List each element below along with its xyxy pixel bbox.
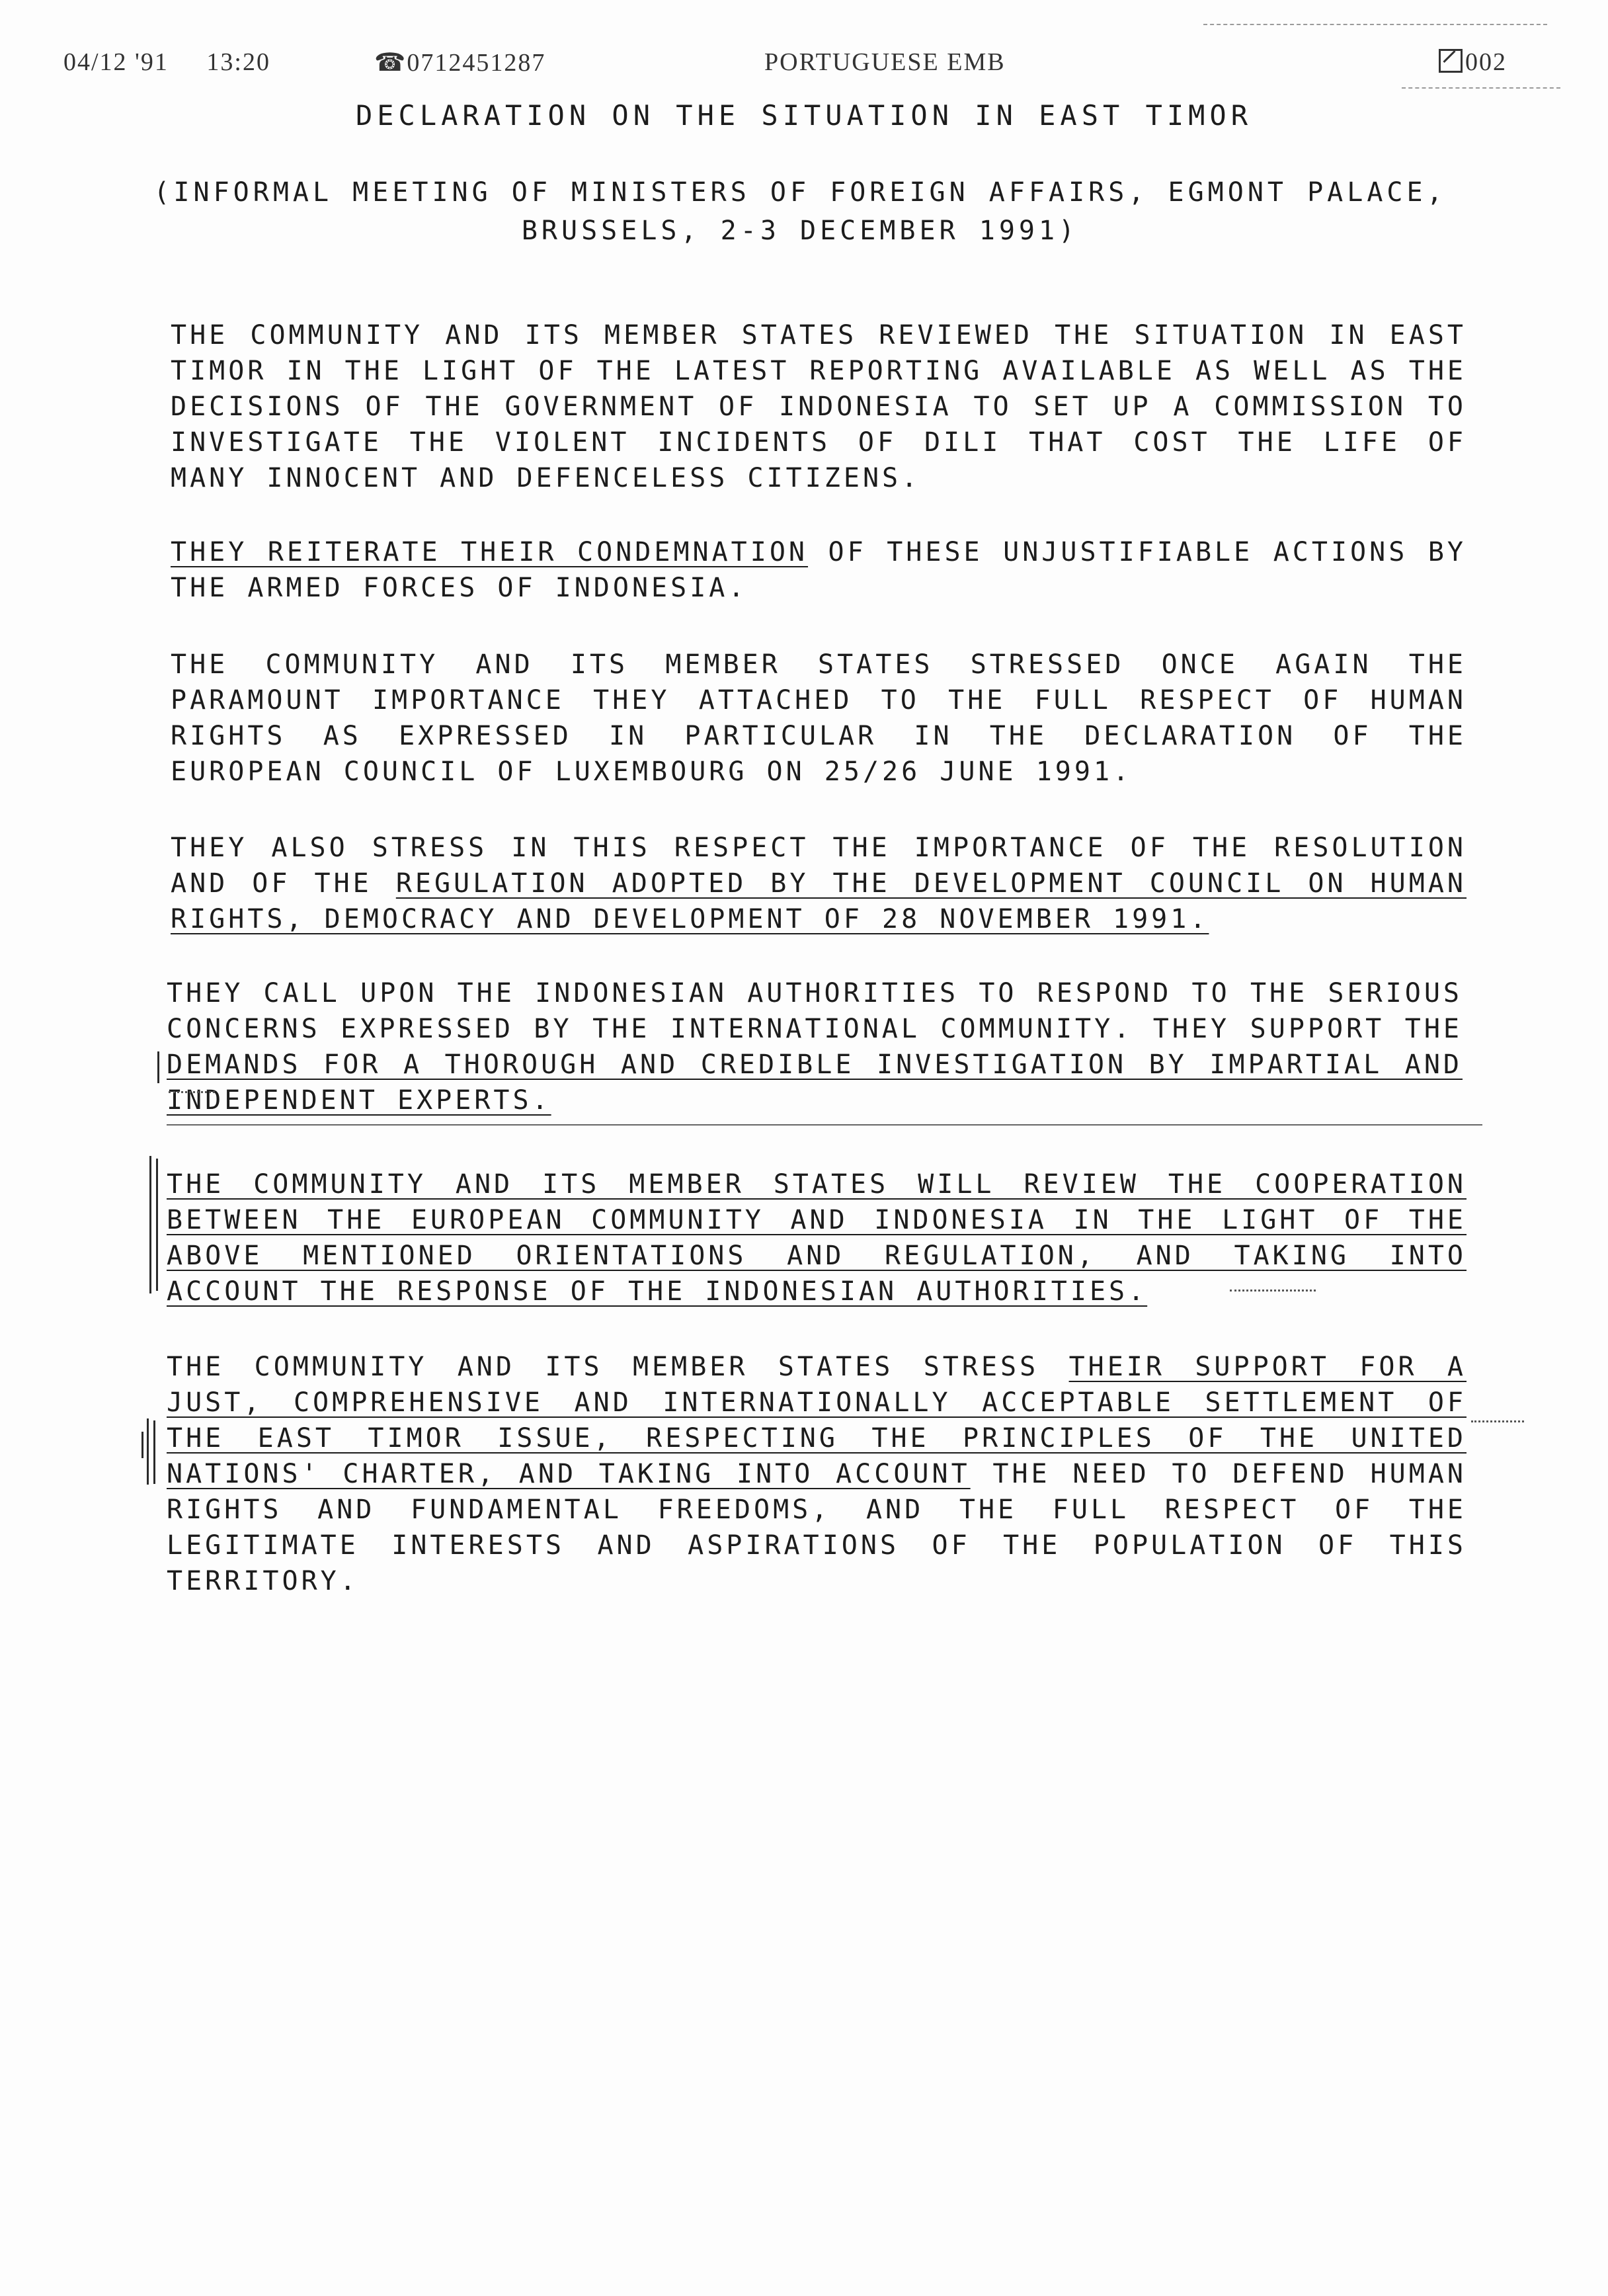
underlined-condemnation: THEY REITERATE THEIR CONDEMNATION (171, 537, 809, 567)
fax-page-number (1439, 48, 1507, 77)
paragraph-settlement-rest: THE NEED TO DEFEND HUMAN RIGHTS AND FUNDAMENTAL FREEDOMS, AND THE FULL RESPECT OF THE LEGITIMATE INTERESTS AND ASPIRATIONS OF THE POPULATION OF THIS TERRITORY. (167, 1459, 1467, 1596)
document-subtitle (106, 173, 1494, 250)
underlined-regulation: REGULATION ADOPTED BY THE DEVELOPMENT COUNCIL ON HUMAN RIGHTS, DEMOCRACY AND DEVELOPMENT OF 28 NOVEMBER 1991. (171, 868, 1467, 934)
paragraph-cooperation-review: THE COMMUNITY AND ITS MEMBER STATES WILL REVIEW THE COOPERATION BETWEEN THE EUROPEAN COMMUNITY AND INDONESIA IN THE LIGHT OF THE ABOVE MENTIONED ORIENTATIONS AND REGULATION, AND TAKING INTO ACCOUNT THE RESPONSE OF THE INDONESIAN AUTHORITIES. (167, 1169, 1467, 1307)
paragraph-human-rights: THE COMMUNITY AND ITS MEMBER STATES STRESSED ONCE AGAIN THE PARAMOUNT IMPORTANCE THEY ATTACHED TO THE FULL RESPECT OF HUMAN RIGHTS AS EXPRESSED IN PARTICULAR IN THE DECLARATION OF THE EUROPEAN COUNCIL OF LUXEMBOURG ON 25/26 JUNE 1991. (171, 649, 1467, 787)
paragraph-review: THE COMMUNITY AND ITS MEMBER STATES REVIEWED THE SITUATION IN EAST TIMOR IN THE LIGHT OF THE LATEST REPORTING AVAILABLE AS WELL AS THE DECISIONS OF THE GOVERNMENT OF INDONESIA TO SET UP A COMMISSION TO INVESTIGATE THE VIOLENT INCIDENTS OF DILI THAT COST THE LIFE OF MANY INNOCENT AND DEFENCELESS CITIZENS. (171, 320, 1467, 493)
margin-mark (141, 1432, 143, 1458)
margin-mark (153, 1420, 155, 1484)
dotted-mark (1230, 1290, 1316, 1292)
dotted-mark (169, 1091, 215, 1093)
paragraph-resolution-start: THEY ALSO STRESS IN THIS RESPECT THE IMPORTANCE OF THE RESOLUTION AND OF THE (171, 833, 1467, 899)
header-dash-line (1402, 87, 1560, 89)
paragraph-settlement (167, 1349, 1467, 1599)
fax-header (63, 48, 1545, 87)
fax-page-value: 002 (1465, 48, 1507, 76)
paragraph-condemnation-rest: OF THESE UNJUSTIFIABLE ACTIONS BY THE ARMED FORCES OF INDONESIA. (171, 537, 1467, 603)
paragraph-settlement-start: THE COMMUNITY AND ITS MEMBER STATES STRESS (167, 1352, 1069, 1382)
margin-mark (149, 1156, 151, 1293)
underlined-settlement-support: THEIR SUPPORT FOR A JUST, COMPREHENSIVE AND INTERNATIONALLY ACCEPTABLE SETTLEMENT OF THE EAST TIMOR ISSUE, RESPECTING THE PRINCIPLES OF THE UNITED NATIONS' CHARTER, AND TAKING INTO ACCOUNT (167, 1352, 1467, 1489)
margin-mark (157, 1051, 159, 1083)
fax-date-time (63, 48, 270, 77)
document-title: DECLARATION ON THE SITUATION IN EAST TIMOR (355, 99, 1253, 132)
subtitle-line-1: (INFORMAL MEETING OF MINISTERS OF FOREIGN AFFAIRS, EGMONT PALACE, (153, 177, 1447, 208)
dotted-mark (1471, 1420, 1524, 1422)
fax-date: 04/12 '91 (63, 48, 169, 76)
fax-phone-value: 0712451287 (407, 49, 546, 77)
fax-phone-number (374, 48, 545, 77)
page-box-icon (1439, 49, 1463, 73)
subtitle-line-2: BRUSSELS, 2-3 DECEMBER 1991) (521, 216, 1079, 246)
margin-mark (156, 1159, 158, 1291)
paragraph-investigation (167, 975, 1463, 1118)
paragraph-investigation-start: THEY CALL UPON THE INDONESIAN AUTHORITIES TO RESPOND TO THE SERIOUS CONCERNS EXPRESSED BY THE INTERNATIONAL COMMUNITY. THEY SUPPORT THE (167, 978, 1463, 1044)
fax-time: 13:20 (206, 48, 270, 76)
margin-mark (147, 1418, 149, 1485)
handwritten-underline (167, 1124, 1482, 1126)
telephone-icon: ☎ (374, 49, 407, 77)
fax-sender: PORTUGUESE EMB (764, 48, 1006, 76)
header-dash-line (1203, 24, 1547, 25)
underlined-investigation-demand: DEMANDS FOR A THOROUGH AND CREDIBLE INVESTIGATION BY IMPARTIAL AND INDEPENDENT EXPERTS. (167, 1049, 1463, 1116)
paragraph-condemnation (171, 534, 1467, 606)
paragraph-resolution (171, 830, 1467, 937)
